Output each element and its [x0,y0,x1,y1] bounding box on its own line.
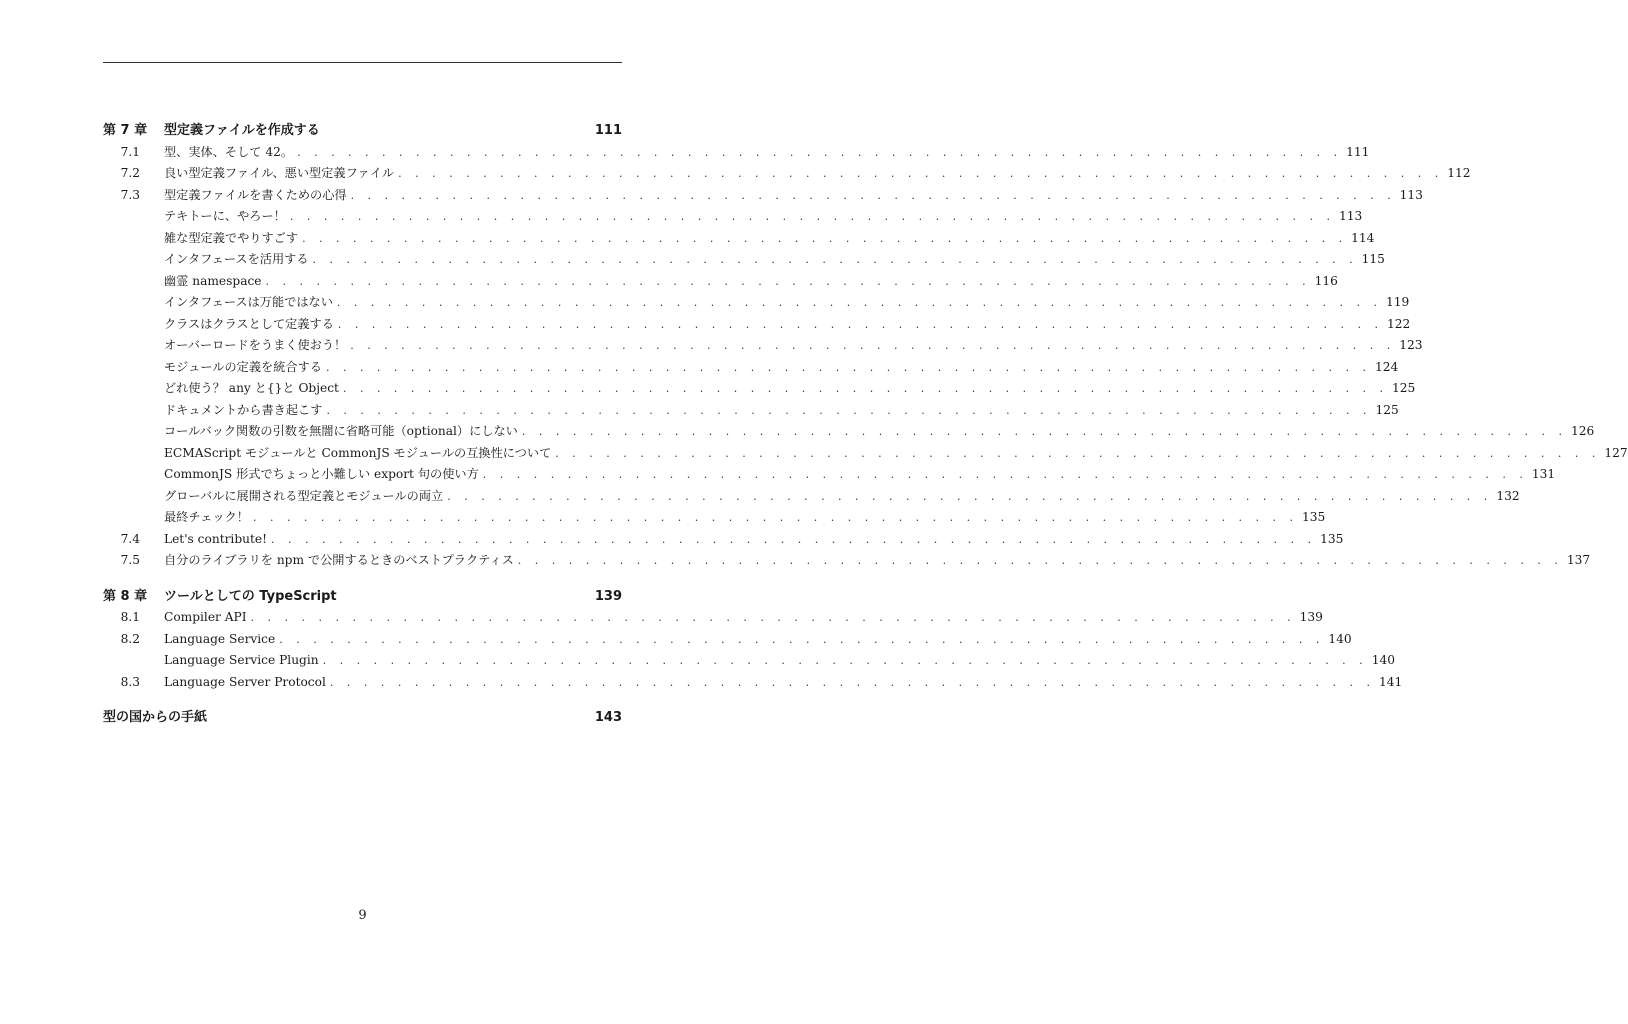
dot-leader [251,607,1296,629]
entry-page: 126 [1570,424,1595,438]
toc-entry[interactable] [103,464,1556,486]
dot-leader [326,357,1371,379]
dot-leader [447,486,1492,508]
entry-page: 125 [1375,402,1399,417]
entry-title: Let's contribute! [164,531,267,546]
dot-leader [279,629,1324,651]
toc-entry[interactable] [103,292,1410,314]
dot-leader [302,228,1347,250]
entry-title: クラスはクラスとして定義する [164,316,334,331]
dot-leader [483,464,1528,486]
entry-title: モジュールの定義を統合する [164,359,322,374]
entry-page: 119 [1386,295,1410,309]
chapter-8-entries [103,607,1403,693]
toc-entry[interactable] [103,529,1344,551]
entry-number: 7.2 [120,166,140,180]
closing-title: 型の国からの手紙 [103,710,208,725]
dot-leader [297,142,1342,164]
entry-page: 135 [1302,510,1326,524]
table-of-contents [103,120,1628,729]
entry-page: 122 [1387,316,1411,331]
entry-page: 114 [1351,230,1375,245]
dot-leader [343,378,1388,400]
entry-page: 135 [1320,531,1344,546]
entry-title: 最終チェック！ [164,510,249,524]
chapter-page: 139 [594,588,622,604]
dot-leader [271,529,1316,551]
toc-entry[interactable] [103,421,1595,443]
toc-entry[interactable] [103,206,1363,228]
entry-page: 115 [1361,252,1385,266]
entry-page: 112 [1447,166,1471,180]
toc-entry[interactable] [103,400,1399,422]
entry-title: インタフェースは万能ではない [164,295,333,309]
toc-entry[interactable] [103,550,1591,572]
toc-entry[interactable] [103,672,1403,694]
dot-leader [518,550,1563,572]
entry-title: Compiler API [164,610,247,624]
entry-title: 雑な型定義でやりすごす [164,230,299,245]
entry-title: 幽霊 namespace [164,273,262,288]
toc-entry[interactable] [103,249,1385,271]
toc-entry[interactable] [103,486,1520,508]
toc-entry[interactable] [103,142,1370,164]
entry-title: ECMAScript モジュールと CommonJS モジュールの互換性について [164,445,552,460]
dot-leader [398,163,1443,185]
entry-number: 8.3 [120,674,140,689]
entry-title: コールバック関数の引数を無闇に省略可能（optional）にしない [164,424,518,438]
toc-entry[interactable] [103,507,1326,529]
entry-title: オーバーロードをうまく使おう！ [164,338,347,352]
entry-page: 111 [1346,144,1370,159]
entry-title: どれ使う？ any と{}と Object [164,381,339,395]
dot-leader [350,335,1395,357]
dot-leader [337,292,1382,314]
header-rule [103,62,622,63]
entry-page: 132 [1496,488,1520,503]
toc-entry[interactable] [103,271,1338,293]
entry-number: 8.2 [120,631,140,646]
entry-page: 140 [1371,653,1395,667]
toc-entry[interactable] [103,378,1416,400]
dot-leader [313,249,1358,271]
dot-leader [555,443,1600,465]
entry-title: ドキュメントから書き起こす [164,402,323,417]
closing-page: 143 [594,710,622,725]
entry-page: 137 [1566,553,1591,567]
dot-leader [326,400,1371,422]
entry-title: インタフェースを活用する [164,252,309,266]
entry-page: 123 [1399,338,1423,352]
chapter-page: 111 [594,123,622,138]
toc-entry[interactable] [103,650,1395,672]
entry-number: 7.5 [120,553,140,567]
toc-entry[interactable] [103,607,1323,629]
entry-page: 131 [1531,467,1556,481]
entry-title: CommonJS 形式でちょっと小難しい export 句の使い方 [164,467,479,481]
page-number: 9 [358,908,367,923]
closing-heading[interactable] [103,707,622,729]
entry-title: Language Server Protocol [164,674,326,689]
chapter-title: 型定義ファイルを作成する [164,123,320,138]
chapter-7-heading[interactable] [103,120,622,142]
entry-title: グローバルに展開される型定義とモジュールの両立 [164,488,444,503]
entry-title: 良い型定義ファイル、悪い型定義ファイル [164,166,395,180]
toc-entry[interactable] [103,228,1375,250]
entry-number: 7.4 [120,531,140,546]
entry-number: 7.3 [120,187,140,202]
entry-title: Language Service [164,631,276,646]
entry-title: 自分のライブラリを npm で公開するときのベストプラクティス [164,553,514,567]
entry-page: 127 [1604,445,1628,460]
dot-leader [323,650,1368,672]
chapter-label: 第 7 章 [103,123,148,138]
entry-page: 139 [1299,610,1323,624]
entry-page: 125 [1392,381,1416,395]
dot-leader [351,185,1396,207]
dot-leader [522,421,1567,443]
toc-entry[interactable] [103,185,1423,207]
toc-entry[interactable] [103,335,1423,357]
chapter-label: 第 8 章 [103,588,148,604]
chapter-7-entries [103,142,1628,572]
chapter-8-heading[interactable] [103,586,622,608]
entry-page: 124 [1375,359,1399,374]
toc-entry[interactable] [103,163,1471,185]
entry-title: 型、実体、そして 42。 [164,144,294,159]
entry-number: 7.1 [120,144,140,159]
dot-leader [253,507,1298,529]
dot-leader [290,206,1335,228]
entry-page: 113 [1399,187,1423,202]
dot-leader [330,672,1375,694]
toc-entry[interactable] [103,314,1411,336]
entry-page: 113 [1338,209,1363,223]
chapter-title: ツールとしての TypeScript [164,588,337,604]
entry-page: 116 [1314,273,1338,288]
dot-leader [338,314,1383,336]
toc-entry[interactable] [103,443,1628,465]
entry-page: 141 [1378,674,1403,689]
entry-number: 8.1 [120,610,140,624]
entry-title: 型定義ファイルを書くための心得 [164,187,347,202]
dot-leader [266,271,1311,293]
entry-title: Language Service Plugin [164,653,319,667]
toc-entry[interactable] [103,629,1352,651]
entry-title: テキトーに、やろー！ [164,209,286,223]
toc-entry[interactable] [103,357,1399,379]
entry-page: 140 [1328,631,1352,646]
